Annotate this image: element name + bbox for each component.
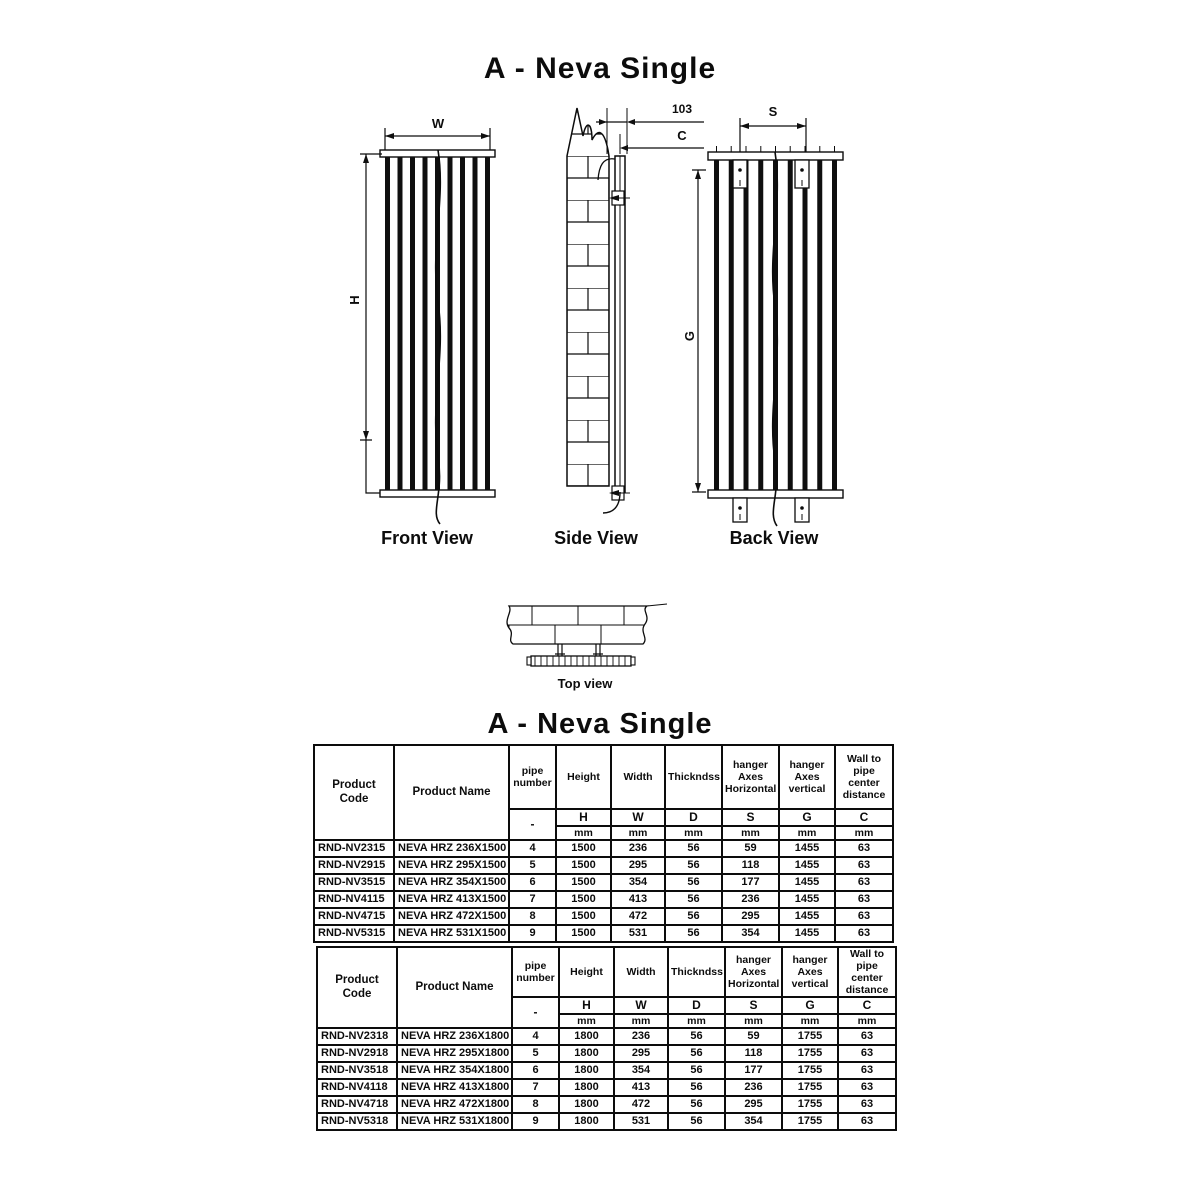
table-row <box>317 1062 896 1079</box>
product-code-cell: RND-NV5318 <box>317 1113 397 1130</box>
value-cell: 4 <box>512 1028 559 1045</box>
symbol-H: H <box>559 997 614 1014</box>
symbol-S: S <box>722 809 779 826</box>
header-width: Width <box>614 947 668 997</box>
value-cell: 59 <box>725 1028 782 1045</box>
value-cell: 7 <box>512 1079 559 1096</box>
value-cell: 5 <box>509 857 556 874</box>
value-cell: 413 <box>611 891 665 908</box>
table-row <box>317 1045 896 1062</box>
value-cell: 531 <box>611 925 665 942</box>
product-code-cell: RND-NV4718 <box>317 1096 397 1113</box>
unit-mm: mm <box>725 1014 782 1028</box>
value-cell: 1755 <box>782 1096 838 1113</box>
value-cell: 1500 <box>556 908 611 925</box>
value-cell: 1800 <box>559 1096 614 1113</box>
value-cell: 1800 <box>559 1028 614 1045</box>
value-cell: 63 <box>838 1113 896 1130</box>
product-name-cell: NEVA HRZ 472X1500 <box>394 908 509 925</box>
value-cell: 63 <box>835 908 893 925</box>
value-cell: 1455 <box>779 874 835 891</box>
value-cell: 472 <box>614 1096 668 1113</box>
symbol-W: W <box>611 809 665 826</box>
symbol-G: G <box>779 809 835 826</box>
unit-mm: mm <box>668 1014 725 1028</box>
table-row <box>314 925 893 942</box>
unit-mm: mm <box>611 826 665 840</box>
value-cell: 1500 <box>556 891 611 908</box>
front-radiator-slats <box>385 157 490 490</box>
value-cell: 236 <box>725 1079 782 1096</box>
value-cell: 118 <box>722 857 779 874</box>
value-cell: 9 <box>512 1113 559 1130</box>
unit-mm: mm <box>665 826 722 840</box>
side-offset-dim-label: 103 <box>671 102 693 116</box>
table-row <box>317 1079 896 1096</box>
header-product-code: Product Code <box>314 745 394 840</box>
value-cell: 63 <box>835 840 893 857</box>
value-cell: 177 <box>722 874 779 891</box>
value-cell: 6 <box>509 874 556 891</box>
value-cell: 1455 <box>779 857 835 874</box>
value-cell: 63 <box>838 1062 896 1079</box>
product-code-cell: RND-NV2318 <box>317 1028 397 1045</box>
value-cell: 5 <box>512 1045 559 1062</box>
table-row <box>314 857 893 874</box>
value-cell: 1755 <box>782 1079 838 1096</box>
value-cell: 56 <box>665 908 722 925</box>
product-name-cell: NEVA HRZ 236X1800 <box>397 1028 512 1045</box>
header-product-code: Product Code <box>317 947 397 1028</box>
header-product-name: Product Name <box>397 947 512 1028</box>
product-name-cell: NEVA HRZ 354X1500 <box>394 874 509 891</box>
symbol-W: W <box>614 997 668 1014</box>
product-name-cell: NEVA HRZ 236X1500 <box>394 840 509 857</box>
header-wall-to-pipe: Wall to pipe center distance <box>838 947 896 997</box>
symbol-dash: - <box>509 809 556 840</box>
value-cell: 236 <box>722 891 779 908</box>
value-cell: 354 <box>725 1113 782 1130</box>
product-name-cell: NEVA HRZ 413X1800 <box>397 1079 512 1096</box>
symbol-S: S <box>725 997 782 1014</box>
value-cell: 56 <box>668 1062 725 1079</box>
value-cell: 354 <box>722 925 779 942</box>
unit-mm: mm <box>614 1014 668 1028</box>
table-row <box>314 840 893 857</box>
front-view-drawing <box>347 112 502 564</box>
value-cell: 1455 <box>779 891 835 908</box>
header-thickness: Thickndss <box>665 745 722 809</box>
value-cell: 295 <box>722 908 779 925</box>
symbol-G: G <box>782 997 838 1014</box>
back-view-label: Back View <box>729 528 819 548</box>
value-cell: 63 <box>835 925 893 942</box>
table-section-title: A - Neva Single <box>487 708 713 740</box>
value-cell: 56 <box>668 1113 725 1130</box>
symbol-dash: - <box>512 997 559 1028</box>
product-name-cell: NEVA HRZ 413X1500 <box>394 891 509 908</box>
spec-table-1800 <box>316 946 897 1131</box>
value-cell: 1800 <box>559 1113 614 1130</box>
value-cell: 1500 <box>556 840 611 857</box>
value-cell: 63 <box>835 891 893 908</box>
symbol-D: D <box>668 997 725 1014</box>
product-code-cell: RND-NV2315 <box>314 840 394 857</box>
value-cell: 8 <box>509 908 556 925</box>
value-cell: 63 <box>835 857 893 874</box>
back-radiator-slats <box>714 160 837 490</box>
value-cell: 56 <box>665 891 722 908</box>
product-code-cell: RND-NV3515 <box>314 874 394 891</box>
side-view-label: Side View <box>554 528 638 548</box>
hanger-bracket-top-right <box>795 160 809 188</box>
product-name-cell: NEVA HRZ 295X1800 <box>397 1045 512 1062</box>
value-cell: 56 <box>665 874 722 891</box>
value-cell: 56 <box>668 1045 725 1062</box>
spec-table-1500 <box>313 744 894 943</box>
value-cell: 63 <box>838 1079 896 1096</box>
value-cell: 56 <box>665 857 722 874</box>
value-cell: 6 <box>512 1062 559 1079</box>
value-cell: 56 <box>668 1079 725 1096</box>
value-cell: 1455 <box>779 925 835 942</box>
wall-top-section <box>507 606 647 644</box>
value-cell: 1500 <box>556 874 611 891</box>
table-row <box>317 1096 896 1113</box>
value-cell: 56 <box>668 1028 725 1045</box>
product-code-cell: RND-NV2915 <box>314 857 394 874</box>
value-cell: 1800 <box>559 1079 614 1096</box>
table-row <box>314 908 893 925</box>
table-row <box>317 1113 896 1130</box>
side-wall-dim-label: C <box>677 128 687 143</box>
value-cell: 236 <box>611 840 665 857</box>
product-code-cell: RND-NV5315 <box>314 925 394 942</box>
value-cell: 295 <box>614 1045 668 1062</box>
value-cell: 9 <box>509 925 556 942</box>
value-cell: 1455 <box>779 908 835 925</box>
value-cell: 295 <box>725 1096 782 1113</box>
header-product-name: Product Name <box>394 745 509 840</box>
front-height-dim-label: H <box>347 295 362 305</box>
header-pipe-number: pipe number <box>509 745 556 809</box>
radiator-top-profile <box>531 656 631 666</box>
header-hanger-horizontal: hanger Axes Horizontal <box>722 745 779 809</box>
value-cell: 413 <box>614 1079 668 1096</box>
header-hanger-vertical: hanger Axes vertical <box>779 745 835 809</box>
value-cell: 354 <box>614 1062 668 1079</box>
header-hanger-horizontal: hanger Axes Horizontal <box>725 947 782 997</box>
header-height: Height <box>559 947 614 997</box>
product-code-cell: RND-NV2918 <box>317 1045 397 1062</box>
unit-mm: mm <box>835 826 893 840</box>
unit-mm: mm <box>559 1014 614 1028</box>
value-cell: 177 <box>725 1062 782 1079</box>
table-row <box>317 1028 896 1045</box>
back-vertical-axes-label: G <box>682 330 697 342</box>
value-cell: 56 <box>665 925 722 942</box>
value-cell: 56 <box>665 840 722 857</box>
product-name-cell: NEVA HRZ 295X1500 <box>394 857 509 874</box>
unit-mm: mm <box>779 826 835 840</box>
header-height: Height <box>556 745 611 809</box>
table-row <box>314 891 893 908</box>
drawing-section-title: A - Neva Single <box>483 52 717 85</box>
front-width-dim-label: W <box>431 116 445 131</box>
value-cell: 295 <box>611 857 665 874</box>
hanger-bracket-bottom-left <box>733 498 747 522</box>
value-cell: 531 <box>614 1113 668 1130</box>
value-cell: 472 <box>611 908 665 925</box>
header-wall-to-pipe: Wall to pipe center distance <box>835 745 893 809</box>
product-code-cell: RND-NV3518 <box>317 1062 397 1079</box>
top-view-label: Top view <box>557 676 613 691</box>
unit-mm: mm <box>782 1014 838 1028</box>
value-cell: 354 <box>611 874 665 891</box>
value-cell: 1500 <box>556 925 611 942</box>
value-cell: 63 <box>838 1045 896 1062</box>
product-name-cell: NEVA HRZ 531X1800 <box>397 1113 512 1130</box>
back-hanger-span-label: S <box>768 104 778 119</box>
value-cell: 1755 <box>782 1113 838 1130</box>
front-view-label: Front View <box>381 528 473 548</box>
value-cell: 56 <box>668 1096 725 1113</box>
header-pipe-number: pipe number <box>512 947 559 997</box>
header-width: Width <box>611 745 665 809</box>
product-code-cell: RND-NV4115 <box>314 891 394 908</box>
symbol-C: C <box>835 809 893 826</box>
value-cell: 1800 <box>559 1062 614 1079</box>
hanger-bracket-bottom-right <box>795 498 809 522</box>
symbol-D: D <box>665 809 722 826</box>
unit-mm: mm <box>838 1014 896 1028</box>
value-cell: 1800 <box>559 1045 614 1062</box>
value-cell: 236 <box>614 1028 668 1045</box>
header-thickness: Thickndss <box>668 947 725 997</box>
value-cell: 1455 <box>779 840 835 857</box>
value-cell: 63 <box>838 1028 896 1045</box>
value-cell: 1755 <box>782 1028 838 1045</box>
value-cell: 59 <box>722 840 779 857</box>
value-cell: 8 <box>512 1096 559 1113</box>
hanger-bracket-top-left <box>733 160 747 188</box>
product-name-cell: NEVA HRZ 354X1800 <box>397 1062 512 1079</box>
product-code-cell: RND-NV4715 <box>314 908 394 925</box>
value-cell: 1755 <box>782 1062 838 1079</box>
unit-mm: mm <box>722 826 779 840</box>
value-cell: 63 <box>838 1096 896 1113</box>
wall-section <box>567 108 609 486</box>
table-row <box>314 874 893 891</box>
value-cell: 1500 <box>556 857 611 874</box>
value-cell: 4 <box>509 840 556 857</box>
top-view-drawing <box>495 598 675 680</box>
symbol-H: H <box>556 809 611 826</box>
value-cell: 1755 <box>782 1045 838 1062</box>
symbol-C: C <box>838 997 896 1014</box>
value-cell: 63 <box>835 874 893 891</box>
product-name-cell: NEVA HRZ 472X1800 <box>397 1096 512 1113</box>
value-cell: 7 <box>509 891 556 908</box>
value-cell: 118 <box>725 1045 782 1062</box>
product-code-cell: RND-NV4118 <box>317 1079 397 1096</box>
unit-mm: mm <box>556 826 611 840</box>
product-name-cell: NEVA HRZ 531X1500 <box>394 925 509 942</box>
header-hanger-vertical: hanger Axes vertical <box>782 947 838 997</box>
